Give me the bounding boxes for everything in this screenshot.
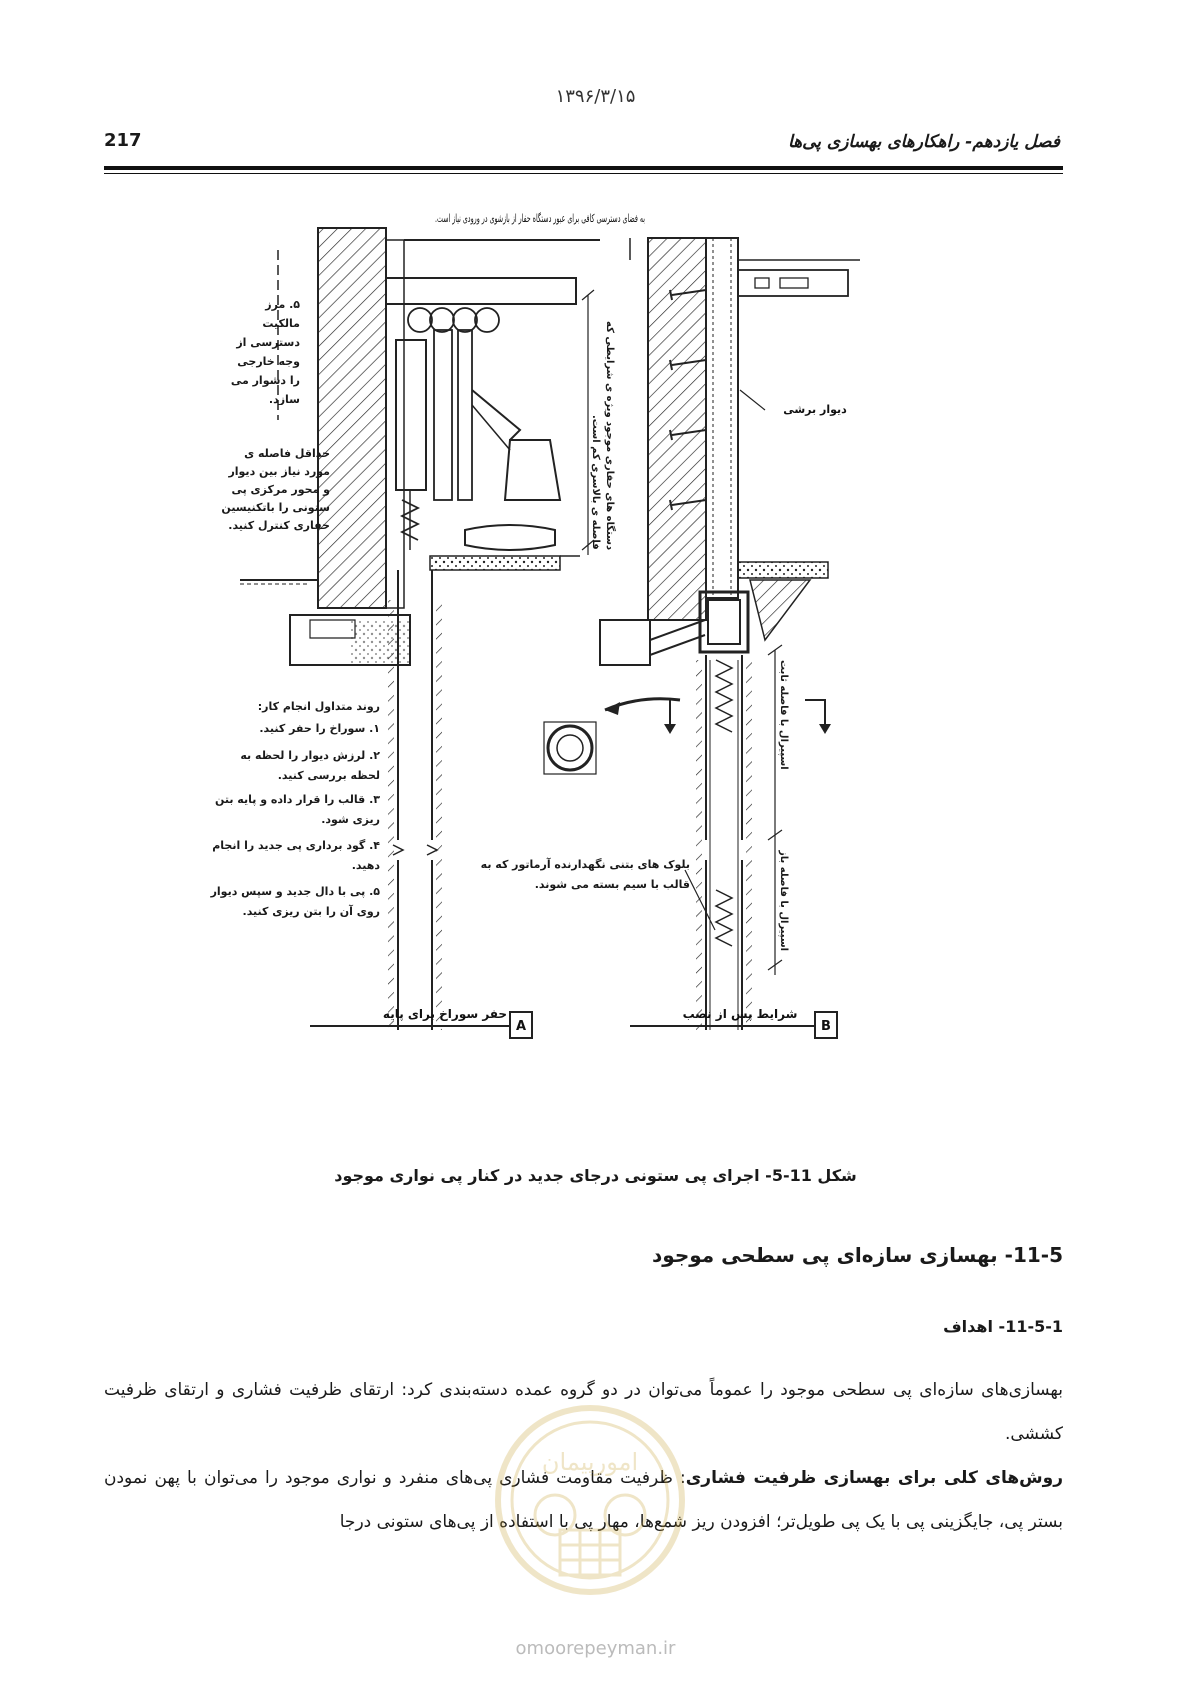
drill-mast [396,340,426,490]
figure-caption: شکل 11-5- اجرای پی ستونی درجای جدید در کنار پی نواری موجود [334,1166,857,1185]
procedure-step-2: ۲. لرزش دیوار را لحظه به لحظه بررسی کنید. [240,749,380,782]
print-date: ۱۳۹۶/۳/۱۵ [555,86,636,107]
figure-drawing [210,200,950,1130]
pile-section-icon [548,726,592,770]
existing-footing-b [600,620,650,665]
chapter-title: فصل یازدهم- راهکارهای بهسازی پی‌ها [787,132,1060,152]
existing-wall-b [648,238,706,620]
procedure-title: روند متداول انجام کار: [257,700,380,713]
panel-b-tag: B [821,1019,831,1034]
section-heading: 11-5- بهسازی سازه‌ای پی سطحی موجود [652,1243,1063,1267]
new-shear-wall [706,238,738,598]
header-rule-thick [104,166,1063,170]
panel-a-title: حفر سوراخ برای پایه [382,1007,508,1021]
paragraph-2-body: : ظرفیت مقاومت فشاری پی‌های منفرد و نواری موجود را می‌توان با پهن نمودن بستر پی، جایگزینی پی با یک پی طویل‌تر؛ افزودن ریز شمع‌ها، مهار پی با استفاده از پی‌های ستونی درجا [104,1468,1063,1532]
spiral-bottom [716,890,732,946]
floor-slab-b [738,562,828,578]
header-rule-thin [104,173,1063,174]
construction-figure [210,200,950,1130]
drill-rig-body [505,440,560,500]
annotation-spacer-blocks: بلوک های بتنی نگهدارنده آرماتور که به قالب با سیم بسته می شوند. [480,858,690,891]
label-shear-wall: دیوار برشی [783,403,847,416]
panel-a-tag: A [515,1019,527,1034]
paragraph-1: بهسازی‌های سازه‌ای پی سطحی موجود را عموماً می‌توان در دو گروه عمده دسته‌بندی کرد: ارتقای ظرفیت فشاری و ارتقای ظرفیت کششی. [104,1380,1063,1444]
subsection-heading: 11-5-1- اهداف [943,1317,1063,1336]
procedure-step-4: ۴. گود برداری پی جدید را انجام دهید. [212,839,380,872]
page-number: 217 [104,130,142,151]
overhead-beam [386,278,576,304]
annotation-equipment: دستگاه های حفاری موجود ویژه ی شرایطی که فاصله ی بالاسری کم است. [590,320,615,550]
procedure-step-1: ۱. سوراخ را حفر کنید. [259,722,380,735]
rig-tracks [465,525,555,550]
watermark-text: امورپیمان [541,1448,639,1476]
annotation-property-line: ۵. مرز مالکیت دسترسی از وجه خارجی را دشوار می سازد. [230,298,300,405]
paragraph-2-lead: روش‌های کلی برای بهسازی ظرفیت فشاری [685,1468,1063,1488]
spiral-label-1: اسپیرال با فاصله ثابت [778,660,789,770]
floor-slab-a [430,556,560,570]
annotation-min-distance: حداقل فاصله ی مورد نیاز بین دیوار و محور مرکزی پی ستونی را باتکنیسین حفاری کنترل کنید. [221,447,330,532]
panel-b-title: شرایط پس از نصب [682,1007,798,1021]
spiral-label-2: اسپیرال با فاصله باز [778,850,789,952]
spiral-top [716,660,732,732]
watermark-logo [490,1400,690,1600]
watermark-url: omoorepeyman.ir [515,1638,676,1659]
procedure-step-3: ۳. قالب را قرار داده و پایه بتن ریزی شود. [214,793,380,826]
annotation-access-space: به فضای دسترسی کافی برای عبور دستگاه حفار از بازشوی در ورودی نیاز است. [435,212,645,225]
procedure-step-5: ۵. پی با دال جدید و سپس دیوار روی آن را بتن ریزی کنید. [210,885,380,918]
